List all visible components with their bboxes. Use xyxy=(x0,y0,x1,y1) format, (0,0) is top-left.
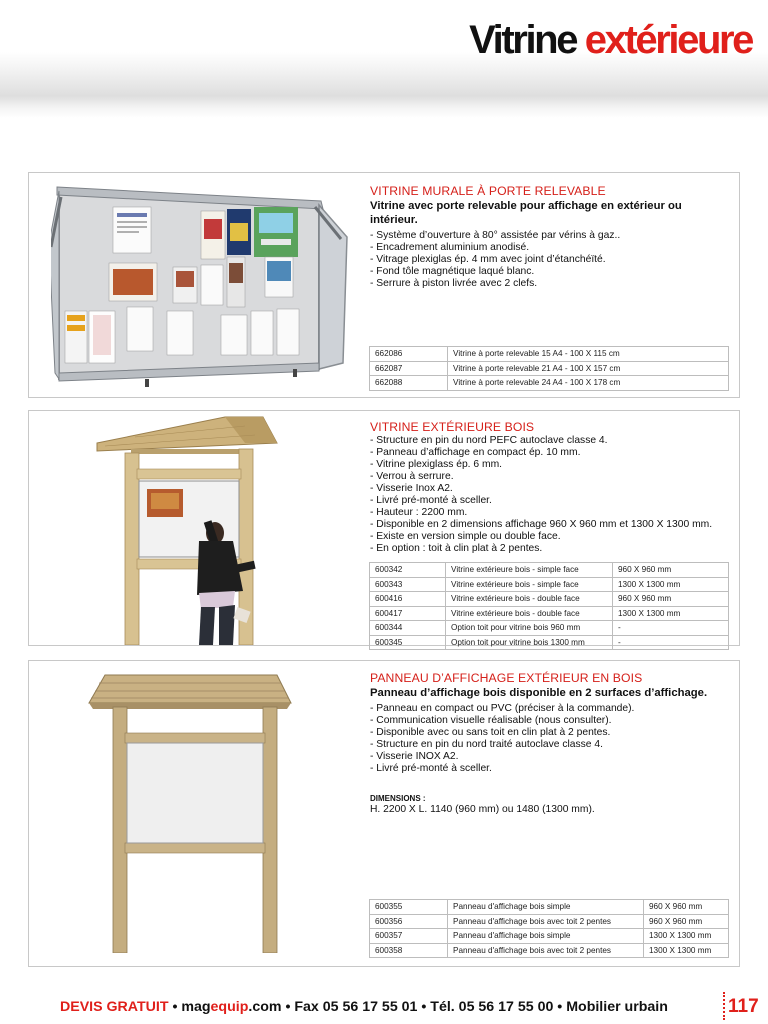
table-row xyxy=(370,943,729,958)
feature-list xyxy=(370,703,727,775)
page-number: 117 xyxy=(728,996,759,1017)
desc-cell: Vitrine à porte relevable 21 A4 - 100 X 157 cm xyxy=(448,361,729,376)
feature-item: - Système d’ouverture à 80° assistée par vérins à gaz.. xyxy=(370,230,621,241)
ref-cell: 662088 xyxy=(370,376,448,391)
footer-category: Mobilier urbain xyxy=(566,999,668,1015)
footer-devis: DEVIS GRATUIT xyxy=(60,999,169,1015)
product-subtitle: Vitrine avec porte relevable pour affichage en extérieur ou intérieur. xyxy=(370,200,682,226)
table-row xyxy=(370,914,729,929)
feature-item: - Panneau en compact ou PVC (préciser à la commande). xyxy=(370,703,635,714)
feature-item: - Structure en pin du nord traité autoclave classe 4. xyxy=(370,739,603,750)
table-row xyxy=(370,577,729,592)
feature-list xyxy=(370,435,727,555)
product-text-vitrine-bois xyxy=(370,420,727,555)
dimensions-value: H. 2200 X L. 1140 (960 mm) ou 1480 (1300 mm). xyxy=(370,804,595,815)
ref-cell: 600355 xyxy=(370,900,448,915)
size-cell: 960 X 960 mm xyxy=(613,592,729,607)
feature-item: - Livré pré-monté à sceller. xyxy=(370,763,492,774)
desc-cell: Panneau d'affichage bois avec toit 2 pentes xyxy=(448,914,644,929)
table-row xyxy=(370,592,729,607)
feature-item: - Visserie Inox A2. xyxy=(370,483,453,494)
product-text-vitrine-murale xyxy=(370,184,727,290)
ref-cell: 600345 xyxy=(370,635,446,650)
size-cell: 960 X 960 mm xyxy=(644,900,729,915)
desc-cell: Panneau d'affichage bois simple xyxy=(448,929,644,944)
size-cell: 1300 X 1300 mm xyxy=(644,943,729,958)
feature-item: - Communication visuelle réalisable (nous consulter). xyxy=(370,715,612,726)
feature-item: - Disponible avec ou sans toit en clin plat à 2 pentes. xyxy=(370,727,611,738)
footer-separator: • xyxy=(281,999,295,1015)
reference-table xyxy=(369,562,729,650)
size-cell: - xyxy=(613,635,729,650)
desc-cell: Option toit pour vitrine bois 1300 mm xyxy=(446,635,613,650)
page-title-part2: extérieure xyxy=(584,18,752,62)
feature-item: - Livré pré-monté à sceller. xyxy=(370,495,492,506)
product-text-panneau-bois xyxy=(370,671,727,816)
footer-separator: • xyxy=(553,999,567,1015)
size-cell: - xyxy=(613,621,729,636)
feature-item: - Fond tôle magnétique laqué blanc. xyxy=(370,266,535,277)
footer-contact-line xyxy=(60,997,668,1017)
feature-item: - Vitrage plexiglas ép. 4 mm avec joint d’étanchéïté. xyxy=(370,254,606,265)
footer-separator: • xyxy=(168,999,182,1015)
size-cell: 960 X 960 mm xyxy=(644,914,729,929)
ref-cell: 600343 xyxy=(370,577,446,592)
feature-item: - Visserie INOX A2. xyxy=(370,751,459,762)
ref-cell: 600416 xyxy=(370,592,446,607)
reference-table xyxy=(369,899,729,958)
table-row xyxy=(370,376,729,391)
product-title: PANNEAU D’AFFICHAGE EXTÉRIEUR EN BOIS xyxy=(370,671,643,685)
footer-brand-equip: equip xyxy=(210,999,249,1015)
table-row xyxy=(370,606,729,621)
table-row xyxy=(370,347,729,362)
size-cell: 1300 X 1300 mm xyxy=(613,606,729,621)
feature-item: - Serrure à piston livrée avec 2 clefs. xyxy=(370,278,538,289)
dimensions-label: DIMENSIONS : xyxy=(370,794,426,803)
footer-tel: Tél. 05 56 17 55 00 xyxy=(430,999,554,1015)
size-cell: 1300 X 1300 mm xyxy=(613,577,729,592)
feature-item: - Hauteur : 2200 mm. xyxy=(370,507,468,518)
table-row xyxy=(370,621,729,636)
desc-cell: Option toit pour vitrine bois 960 mm xyxy=(446,621,613,636)
ref-cell: 662086 xyxy=(370,347,448,362)
product-image-vitrine-bois xyxy=(95,413,281,645)
desc-cell: Panneau d'affichage bois avec toit 2 pentes xyxy=(448,943,644,958)
page-title-part1: Vitrine xyxy=(469,18,577,62)
product-card-panneau-bois xyxy=(28,660,740,967)
product-subtitle: Panneau d’affichage bois disponible en 2 surfaces d’affichage. xyxy=(370,687,708,699)
ref-cell: 600358 xyxy=(370,943,448,958)
desc-cell: Vitrine extérieure bois - simple face xyxy=(446,577,613,592)
footer-brand-domain: .com xyxy=(248,999,282,1015)
desc-cell: Vitrine à porte relevable 24 A4 - 100 X 178 cm xyxy=(448,376,729,391)
feature-item: - Vitrine plexiglass ép. 6 mm. xyxy=(370,459,503,470)
page-title xyxy=(469,14,752,66)
table-row xyxy=(370,361,729,376)
size-cell: 1300 X 1300 mm xyxy=(644,929,729,944)
feature-item: - Panneau d’affichage en compact ép. 10 mm. xyxy=(370,447,581,458)
feature-item: - En option : toit à clin plat à 2 pentes. xyxy=(370,543,543,554)
page-number-divider xyxy=(723,992,726,1020)
feature-item: - Encadrement aluminium anodisé. xyxy=(370,242,530,253)
footer-brand-mag: mag xyxy=(181,999,211,1015)
desc-cell: Vitrine à porte relevable 15 A4 - 100 X 115 cm xyxy=(448,347,729,362)
feature-item: - Disponible en 2 dimensions affichage 960 X 960 mm et 1300 X 1300 mm. xyxy=(370,519,713,530)
footer-separator: • xyxy=(417,999,431,1015)
reference-table xyxy=(369,346,729,391)
product-title: VITRINE MURALE À PORTE RELEVABLE xyxy=(370,184,606,198)
table-row xyxy=(370,900,729,915)
desc-cell: Vitrine extérieure bois - double face xyxy=(446,592,613,607)
table-row xyxy=(370,563,729,578)
desc-cell: Vitrine extérieure bois - simple face xyxy=(446,563,613,578)
product-image-panneau-bois xyxy=(87,673,293,953)
ref-cell: 600357 xyxy=(370,929,448,944)
table-row xyxy=(370,635,729,650)
ref-cell: 662087 xyxy=(370,361,448,376)
ref-cell: 600342 xyxy=(370,563,446,578)
ref-cell: 600344 xyxy=(370,621,446,636)
feature-item: - Existe en version simple ou double face. xyxy=(370,531,561,542)
table-row xyxy=(370,929,729,944)
product-image-vitrine-murale xyxy=(51,183,351,389)
size-cell: 960 X 960 mm xyxy=(613,563,729,578)
product-title: VITRINE EXTÉRIEURE BOIS xyxy=(370,420,535,434)
product-card-vitrine-bois xyxy=(28,410,740,646)
product-card-vitrine-murale xyxy=(28,172,740,398)
feature-item: - Verrou à serrure. xyxy=(370,471,454,482)
feature-item: - Structure en pin du nord PEFC autoclave classe 4. xyxy=(370,435,608,446)
footer-fax: Fax 05 56 17 55 01 xyxy=(294,999,418,1015)
feature-list xyxy=(370,230,727,290)
ref-cell: 600356 xyxy=(370,914,448,929)
desc-cell: Vitrine extérieure bois - double face xyxy=(446,606,613,621)
desc-cell: Panneau d'affichage bois simple xyxy=(448,900,644,915)
ref-cell: 600417 xyxy=(370,606,446,621)
